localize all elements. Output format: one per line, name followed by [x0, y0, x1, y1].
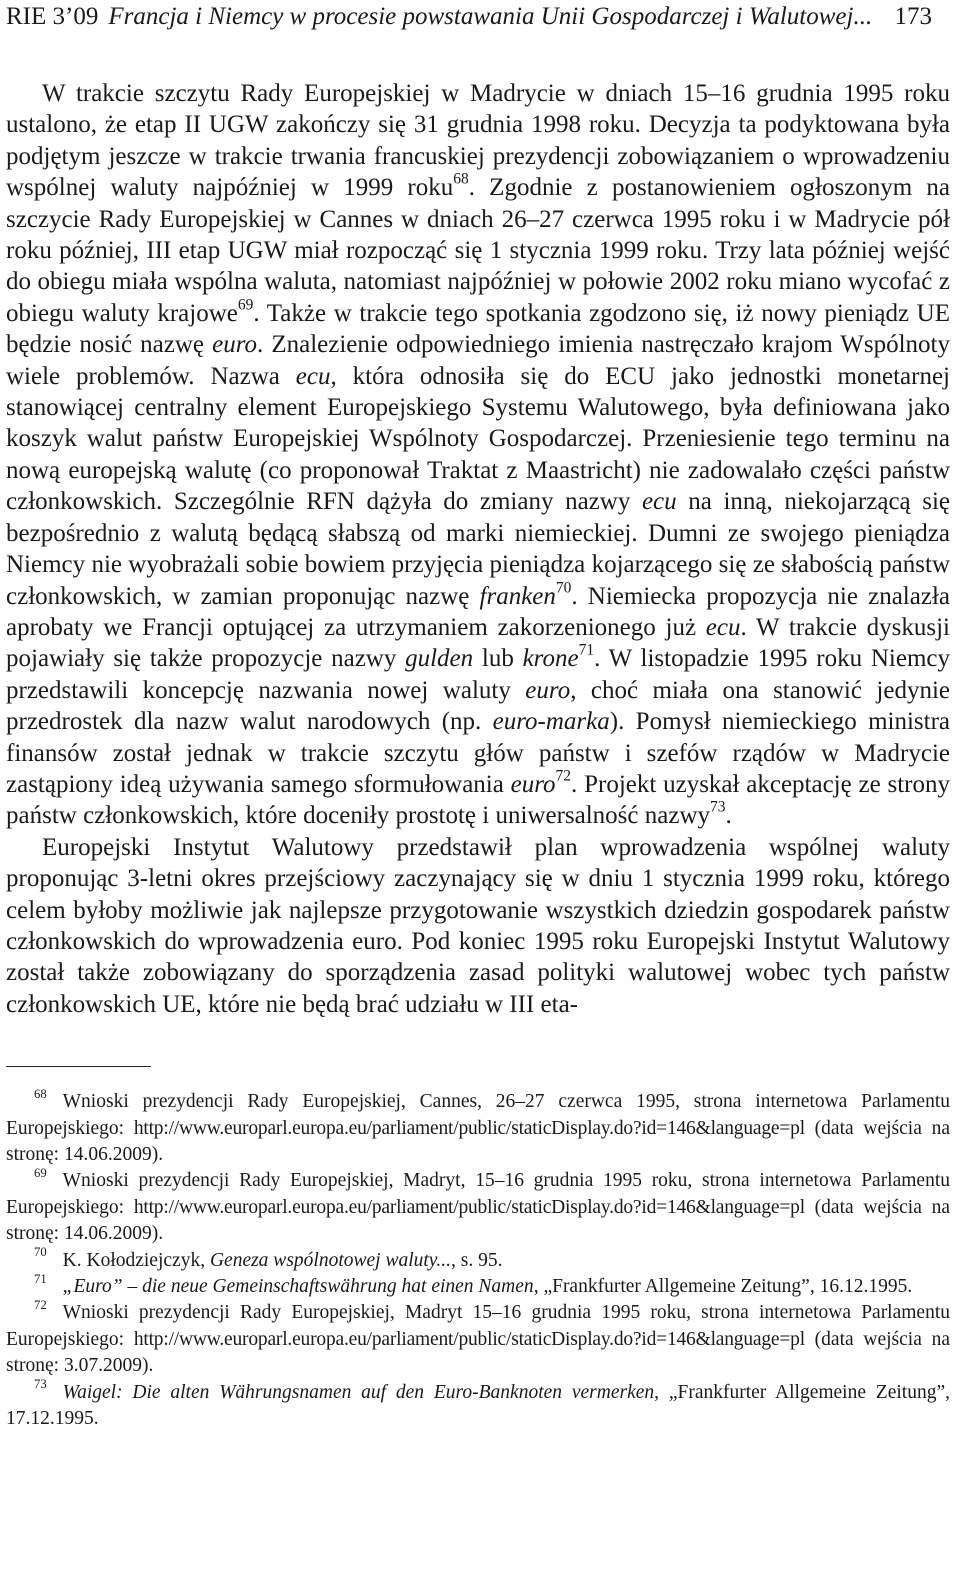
text-run: , s. 95. — [451, 1249, 503, 1271]
text-run: , choć miała ona stanowić jedynie przedrostek dla nazw walut narodowych (np. — [6, 676, 950, 736]
footnote — [6, 1271, 950, 1300]
footnote-number: 68 — [34, 1086, 47, 1101]
italic-text: krone — [522, 645, 579, 673]
footnote-number: 71 — [34, 1271, 47, 1286]
italic-text: euro — [525, 676, 571, 704]
text-run: . Zgodnie z postanowieniem ogłoszonym na szczycie Rady Europejskiej w Cannes w dniach 26–27 czerwca 1995 roku i w Madrycie pół roku później, III etap UGW miał rozpocząć się 1 stycznia 1999 roku. Trzy lata później wejść do obiegu miała wspólna waluta, natomiast najpóźniej w połowie 2002 roku miano wycofać z obiegu waluty krajowe — [6, 174, 950, 327]
footnote-reference[interactable]: 73 — [710, 798, 726, 816]
footnote-separator — [6, 1066, 151, 1067]
text-run: . Znalezienie odpowiedniego imienia nastręczało krajom Wspólnoty wiele problemów. Nazwa — [6, 331, 950, 390]
footnote-number: 69 — [34, 1165, 47, 1180]
running-title: Francja i Niemcy w procesie powstawania Unii Gospodarczej i Walutowej... — [108, 3, 873, 30]
text-run: , która odnosiła się do ECU jako jednostki monetarnej stanowiącej centralny element Europejskiego Systemu Walutowego, była definiowana jako koszyk walut państw Europejskiej Wspólnoty Gospodarczej. Przeniesienie tego terminu na nową europejską walutę (co proponował Traktat z Maastricht) nie zadowalało części państw członkowskich. Szczególnie RFN dążyła do zmiany nazwy — [6, 362, 951, 516]
footnote — [6, 1086, 950, 1168]
text-run: lub — [473, 645, 523, 673]
italic-text: euro — [212, 331, 258, 359]
text-run: . Także w trakcie tego spotkania zgodzono się, iż nowy pieniądz UE będzie nosić nazwę — [6, 299, 950, 359]
italic-text: ecu — [705, 613, 741, 641]
text-run: Wnioski prezydencji Rady Europejskiej, Madryt, 15–16 grudnia 1995 roku, strona internetowa Parlamentu Europejskiego: — [6, 1170, 950, 1218]
footnote — [6, 1245, 950, 1274]
text-run: . Niemiecka propozycja nie znalazła aprobaty we Francji optującej za utrzymaniem zakorzenionego już — [6, 582, 950, 641]
url-link[interactable]: http://www.europarl.europa.eu/parliament/public/staticDisplay.do?id=146&language=pl — [133, 1196, 805, 1218]
text-run: (data wejścia na stronę: 3.07.2009). — [6, 1328, 950, 1377]
url-link[interactable]: http://www.europarl.europa.eu/parliament/public/staticDisplay.do?id=146&language=pl — [133, 1328, 805, 1350]
footnotes — [6, 1086, 950, 1432]
italic-text: euro — [510, 770, 556, 798]
italic-text: „Euro” – die neue Gemeinschaftswährung hat einen Namen — [62, 1276, 534, 1298]
text-run: . W trakcie dyskusji pojawiały się także propozycje nazwy — [6, 613, 950, 673]
running-header — [6, 0, 950, 38]
footnote-number: 72 — [34, 1297, 47, 1312]
text-run: . Projekt uzyskał akceptację ze strony państw członkowskich, które doceniły prostotę i uniwersalność nazwy — [6, 770, 951, 830]
footnote-reference[interactable]: 72 — [555, 767, 572, 785]
italic-text: ecu — [295, 362, 331, 390]
italic-text: ecu — [641, 488, 677, 516]
text-run: ). Pomysł niemieckiego ministra finansów został jednak w trakcie szczytu głów państw i szefów rządów w Madrycie zastąpiony ideą używania samego sformułowania — [6, 708, 950, 798]
journal-name: RIE 3’09 — [6, 3, 99, 30]
footnote — [6, 1297, 950, 1379]
text-run: , „Frankfurter Allgemeine Zeitung”, 17.12.1995. — [6, 1381, 950, 1430]
text-run: W trakcie szczytu Rady Europejskiej w Madrycie w dniach 15–16 grudnia 1995 roku ustalono, że etap II UGW zakończy się 31 grudnia 1998 roku. Decyzja ta podyktowana była podjętym jeszcze w trakcie trwania francuskiej prezydencji zobowiązaniem o wprowadzeniu wspólnej waluty najpóźniej w 1999 roku — [6, 80, 950, 202]
text-run: (data wejścia na stronę: 14.06.2009). — [6, 1196, 950, 1245]
footnote-reference[interactable]: 70 — [555, 578, 572, 596]
italic-text: gulden — [405, 645, 474, 673]
footnote-number: 70 — [34, 1245, 47, 1260]
url-link[interactable]: http://www.europarl.europa.eu/parliament/public/staticDisplay.do?id=146&language=pl — [133, 1117, 805, 1139]
paragraph — [6, 78, 950, 832]
footnote-reference[interactable]: 69 — [237, 296, 254, 314]
text-run: . — [725, 802, 732, 830]
text-run: K. Kołodziejczyk, — [62, 1249, 210, 1271]
text-run: Wnioski prezydencji Rady Europejskiej, Cannes, 26–27 czerwca 1995, strona internetowa Parlamentu Europejskiego: — [6, 1091, 950, 1139]
text-run: . W listopadzie 1995 roku Niemcy przedstawili koncepcję nazwania nowej waluty — [6, 645, 950, 704]
paragraph — [6, 832, 950, 1020]
text-run: , „Frankfurter Allgemeine Zeitung”, 16.12.1995. — [533, 1276, 913, 1298]
text-run: Europejski Instytut Walutowy przedstawił plan wprowadzenia wspólnej waluty proponując 3-letni okres przejściowy zaczynający się w dniu 1 stycznia 1999 roku, którego celem byłoby możliwie jak najlepsze przygotowanie wszystkich dziedzin gospodarek państw członkowskich do wprowadzenia euro. Pod koniec 1995 roku Europejski Instytut Walutowy został także zobowiązany do sporządzenia zasad polityki walutowej wobec tych państw członkowskich UE, które nie będą brać udziału w III eta- — [6, 833, 950, 1018]
text-run: na inną, niekojarzącą się bezpośrednio z walutą będącą słabszą od marki niemieckiej. Dumni ze swojego pieniądza Niemcy nie wyobrażali sobie bowiem przyjęcia pieniądza kojarzącego się ze słabością państw członkowskich, w zamian proponując nazwę — [6, 488, 951, 610]
footnote — [6, 1165, 950, 1247]
footnote-reference[interactable]: 68 — [453, 170, 469, 188]
body-text — [6, 78, 950, 1020]
text-run: Wnioski prezydencji Rady Europejskiej, Madryt 15–16 grudnia 1995 roku, strona internetowa Parlamentu Europejskiego: — [6, 1302, 950, 1350]
text-run: (data wejścia na stronę: 14.06.2009). — [6, 1117, 950, 1165]
italic-text: franken — [479, 582, 556, 610]
italic-text: Waigel: Die alten Währungsnamen auf den Euro-Banknoten vermerken — [62, 1381, 655, 1403]
footnote — [6, 1377, 950, 1433]
page-number: 173 — [894, 3, 932, 30]
italic-text: euro-marka — [492, 708, 610, 736]
italic-text: Geneza wspólnotowej waluty... — [209, 1249, 451, 1271]
footnote-number: 73 — [34, 1377, 47, 1392]
footnote-reference[interactable]: 71 — [578, 641, 595, 659]
